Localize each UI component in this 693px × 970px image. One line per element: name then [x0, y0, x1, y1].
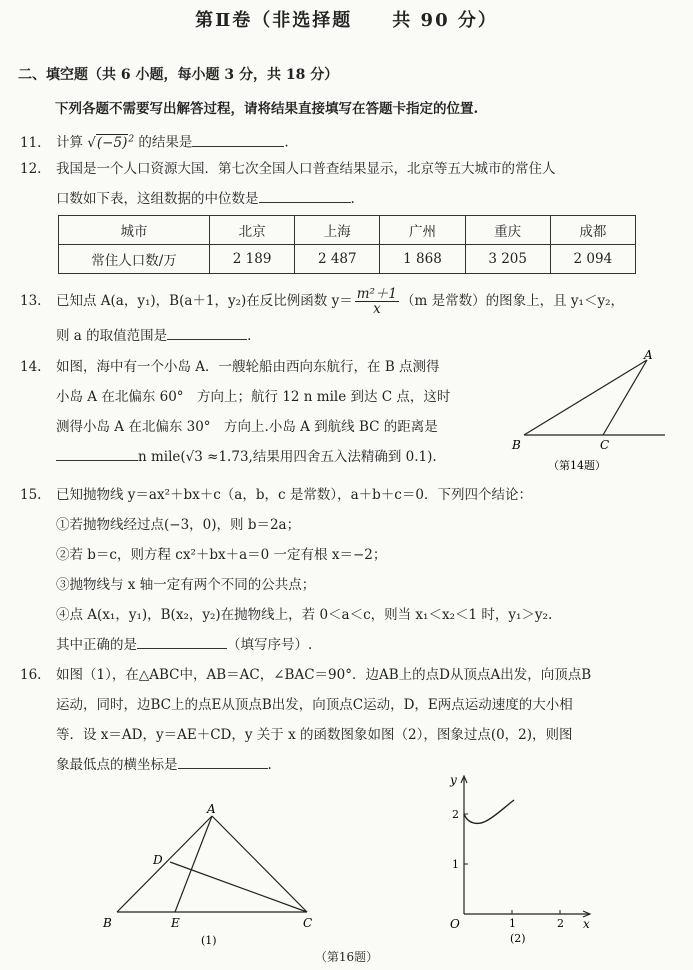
question-number: 12. [20, 161, 42, 177]
label-d: D [153, 853, 163, 867]
tick-label: 2 [452, 808, 459, 821]
section-heading: 二、填空题（共 6 小题，每小题 3 分，共 18 分） [18, 67, 339, 83]
answer-blank[interactable] [56, 446, 138, 461]
x-axis-label: x [583, 917, 590, 931]
label-b: B [512, 438, 521, 452]
question-12-line2: 口数如下表，这组数据的中位数是 . [56, 185, 355, 213]
answer-blank[interactable] [178, 754, 268, 769]
figure-caption: （第14题） [548, 459, 606, 472]
statement-4: ④点 A(x₁，y₁)，B(x₂，y₂)在抛物线上，若 0＜a＜c，则当 x₁＜x₂＜1 时，y₁＞y₂. [56, 607, 553, 623]
answer-blank[interactable] [192, 132, 284, 147]
figure-16-2 [440, 770, 600, 948]
table-cell: 2 189 [210, 245, 295, 274]
figure-14 [508, 350, 678, 475]
label-c: C [600, 438, 610, 452]
figure-16-caption: （第16题） [314, 950, 379, 964]
table-row [59, 245, 636, 274]
origin-label: O [450, 917, 460, 931]
answer-blank[interactable] [259, 188, 351, 203]
tick-label: 1 [452, 858, 459, 871]
question-number: 14. [20, 359, 42, 375]
table-cell: 重庆 [465, 216, 550, 245]
question-number: 11. [20, 134, 42, 151]
population-table [58, 215, 636, 274]
table-cell: 城市 [59, 216, 210, 245]
figure-16-1 [95, 800, 335, 948]
question-14: 14. 如图，海中有一个小岛 A．一艘轮船由西向东航行，在 B 点测得 小岛 A 在北偏东 60° 方向上；航行 12 n mile 到达 C 点，这时 测得小岛 A 在北偏东 30° 方向上.小岛 A 到航线 BC 的距离是 n mile(√3 ≈1.73,结果用四舍五入法精确到 0.1). [20, 352, 450, 472]
tick-label: 2 [557, 917, 564, 930]
answer-blank[interactable] [167, 325, 247, 340]
question-13-line2: 则 a 的取值范围是 . [56, 322, 251, 350]
label-a: A [207, 802, 216, 816]
table-cell: 常住人口数/万 [59, 245, 210, 274]
label-a: A [644, 350, 653, 362]
table-cell: 2 487 [295, 245, 380, 274]
question-13: 13. 已知点 A(a，y₁)，B(a＋1，y₂)在反比例函数 y＝ $\frac{\text{m²＋1}}{x}$ （m 是常数）的图象上，且 y₁＜y₂， [20, 286, 624, 317]
y-axis-label: y [450, 773, 457, 787]
statement-3: ③抛物线与 x 轴一定有两个不同的公共点； [56, 577, 316, 593]
label-e: E [171, 916, 180, 930]
table-cell: 上海 [295, 216, 380, 245]
fraction: $\frac{\text{m²＋1}}{x}$ [356, 286, 398, 317]
table-header-row [59, 216, 636, 245]
function-curve [464, 800, 514, 823]
question-number: 15. [20, 487, 42, 503]
table-cell: 1 868 [380, 245, 465, 274]
table-cell: 成都 [550, 216, 635, 245]
instruction: 下列各题不需要写出解答过程，请将结果直接填写在答题卡指定的位置. [55, 101, 479, 117]
table-cell: 北京 [210, 216, 295, 245]
label-b: B [103, 916, 112, 930]
figure-caption: (1) [201, 934, 217, 947]
page-title: 第Ⅱ卷（非选择题 共 90 分） [195, 10, 498, 31]
statement-1: ①若抛物线经过点(−3，0)，则 b＝2a； [56, 517, 301, 533]
question-12: 12. 我国是一个人口资源大国．第七次全国人口普查结果显示，北京等五大城市的常住人 [20, 155, 556, 183]
question-number: 13. [20, 293, 42, 309]
table-cell: 广州 [380, 216, 465, 245]
answer-blank[interactable] [137, 634, 227, 649]
figure-caption: (2) [510, 932, 526, 945]
tick-label: 1 [509, 917, 516, 930]
question-number: 16. [20, 667, 42, 683]
table-cell: 2 094 [550, 245, 635, 274]
question-15: 15. 已知抛物线 y＝ax²＋bx＋c（a，b，c 是常数），a＋b＋c＝0．下列四个结论： ①若抛物线经过点(−3，0)，则 b＝2a； ②若 b＝c，则方程 cx²＋bx＋a＝0 一定有根 x＝−2； ③抛物线与 x 轴一定有两个不同的公共点； ④点 A(x₁，y₁)，B(x₂，y₂)在抛物线上，若 0＜a＜c，则当 x₁＜x₂＜1 时，y₁＞y₂. 其中正确的是 （填写序号）. [20, 480, 552, 660]
label-c: C [303, 916, 313, 930]
sqrt-expression: $√(-5)^2$ [87, 134, 135, 151]
statement-2: ②若 b＝c，则方程 cx²＋bx＋a＝0 一定有根 x＝−2； [56, 547, 387, 563]
table-cell: 3 205 [465, 245, 550, 274]
question-16: 16. 如图（1），在△ABC中，AB＝AC，∠BAC＝90°．边AB上的点D从顶点A出发，向顶点B 运动，同时，边BC上的点E从顶点B出发，向顶点C运动，D，E两点运动速度的大小相 等．设 x＝AD，y＝AE＋CD，y 关于 x 的函数图象如图（2），图象过点(0，2)，则图 象最低点的横坐标是 . [20, 660, 591, 780]
question-11: 11. 计算 $√(-5)^2$ 的结果是 . [20, 125, 289, 157]
